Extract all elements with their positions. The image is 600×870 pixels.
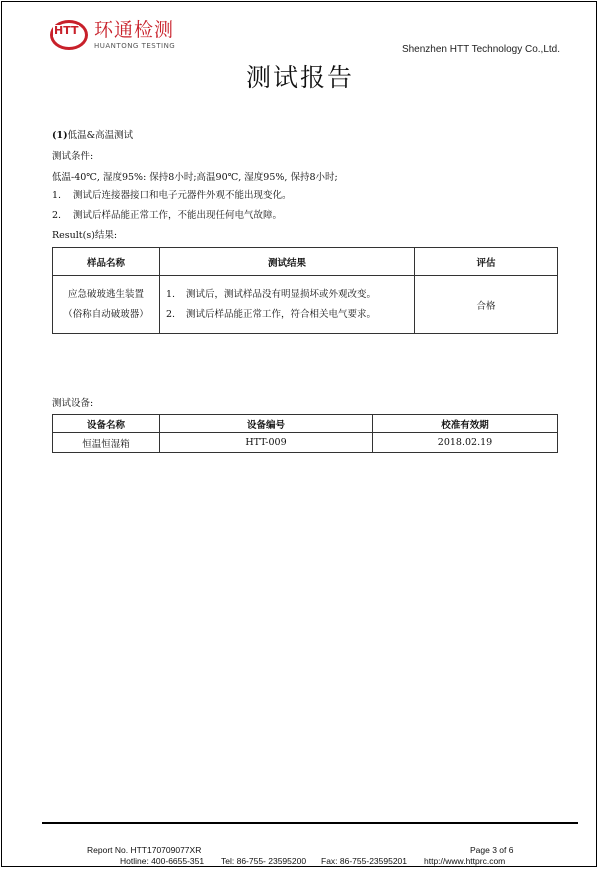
calibration-date: 2018.02.19 [373,433,558,453]
result-number: 1. [166,288,176,300]
logo-english-name: HUANTONG TESTING [94,42,176,50]
header-equipment-number: 设备编号 [160,415,373,433]
sample-alias: （俗称自动破玻器） [63,308,149,320]
test-result-cell [160,276,415,334]
logo-badge-text: HTT [54,24,79,37]
result-item [166,285,414,305]
header-calibration-date: 校准有效期 [373,415,558,433]
footer-divider [42,822,578,824]
company-name: Shenzhen HTT Technology Co.,Ltd. [401,44,560,55]
report-number: Report No. HTT170709077XR [87,845,202,855]
header-sample-name: 样品名称 [53,248,160,276]
equipment-table [52,414,558,453]
result-text: 测试后样品能正常工作，符合相关电气要求。 [186,308,377,320]
requirement-number: 1. [52,190,62,201]
equipment-label: 测试设备: [52,398,94,409]
page-number: Page 3 of 6 [470,845,514,855]
equipment-number: HTT-009 [160,433,373,453]
requirement-text: 测试后连接器接口和电子元器件外观不能出现变化。 [73,190,292,201]
sample-name: 应急破玻逃生装置 [67,288,144,300]
section-heading-text: 低温&高温测试 [67,130,134,141]
results-header-row [53,248,558,276]
results-row [53,276,558,334]
result-number: 2. [166,308,176,320]
logo-chinese-name: 环通检测 [94,19,175,41]
header-evaluation: 评估 [415,248,558,276]
header-equipment-name: 设备名称 [53,415,160,433]
requirement-number: 2. [52,210,62,221]
results-table [52,247,558,334]
evaluation-cell: 合格 [415,276,558,334]
results-label: Result(s)结果: [52,230,118,241]
page-title: 测试报告 [245,63,354,92]
footer-fax: Fax: 86-755-23595201 [321,856,408,866]
footer-hotline: Hotline: 400-6655-351 [120,856,205,866]
requirement-text: 测试后样品能正常工作，不能出现任何电气故障。 [73,210,283,221]
conditions-label: 测试条件: [52,151,94,162]
result-item [166,305,414,325]
equipment-name: 恒温恒湿箱 [53,433,160,453]
requirement-item [52,190,292,202]
equipment-row [53,433,558,453]
requirement-item [52,210,282,222]
footer-website-link[interactable]: http://www.httprc.com [424,856,506,866]
conditions-text: 低温-40℃, 湿度95%: 保持8小时;高温90℃, 湿度95%, 保持8小时; [52,172,338,183]
sample-name-cell [53,276,160,334]
footer-tel: Tel: 86-755- 23595200 [221,856,307,866]
equipment-header-row [53,415,558,433]
company-logo [50,18,190,54]
section-heading [52,130,133,142]
section-heading-number: (1) [52,130,68,141]
header-test-result: 测试结果 [160,248,415,276]
result-text: 测试后，测试样品没有明显损坏或外观改变。 [186,288,377,300]
